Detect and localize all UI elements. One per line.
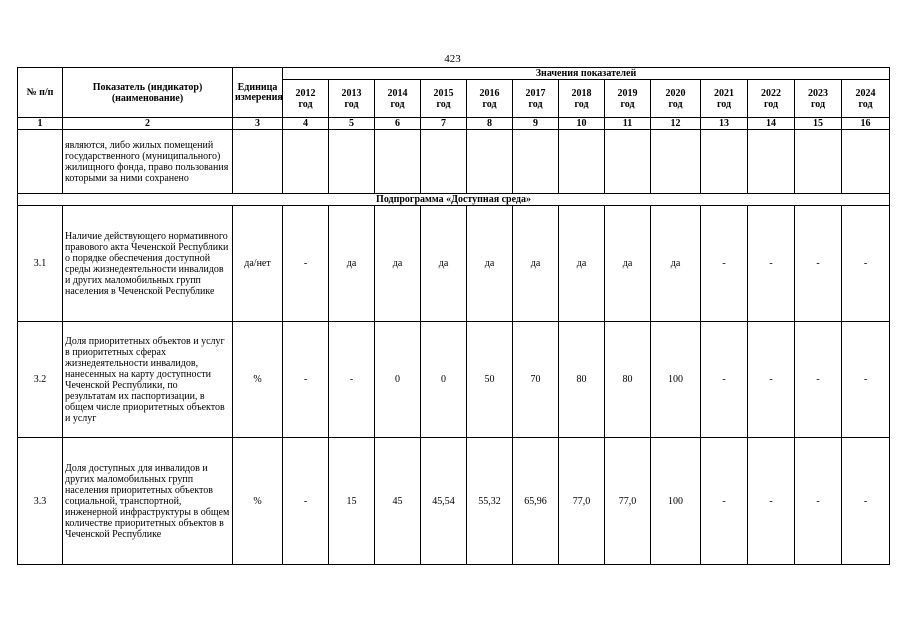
column-number: 14 xyxy=(748,118,795,130)
value-cell: 0 xyxy=(421,322,467,438)
value-cell: - xyxy=(842,206,890,322)
year-value: 2019 xyxy=(617,87,638,99)
value-cell: 80 xyxy=(559,322,605,438)
value-cell: - xyxy=(795,438,842,565)
year-value: 2012 xyxy=(295,87,316,99)
column-number: 10 xyxy=(559,118,605,130)
header-year-2016 xyxy=(467,80,513,118)
column-number: 12 xyxy=(651,118,701,130)
year-value: 2014 xyxy=(387,87,408,99)
value-cell: да xyxy=(513,206,559,322)
page-number: 423 xyxy=(444,53,461,65)
column-number: 13 xyxy=(701,118,748,130)
table-row xyxy=(18,322,890,438)
value-cell: 15 xyxy=(329,438,375,565)
header-unit: Единица измерения xyxy=(233,68,283,118)
column-number: 8 xyxy=(467,118,513,130)
row-number: 3.2 xyxy=(18,322,63,438)
header-num: № п/п xyxy=(18,68,63,118)
column-number: 15 xyxy=(795,118,842,130)
table-row xyxy=(18,438,890,565)
value-cell: 70 xyxy=(513,322,559,438)
header-year-2012 xyxy=(283,80,329,118)
year-suffix: год xyxy=(668,98,683,110)
year-value: 2016 xyxy=(479,87,500,99)
year-suffix: год xyxy=(344,98,359,110)
table-row xyxy=(18,206,890,322)
value-cell: - xyxy=(842,322,890,438)
column-number: 3 xyxy=(233,118,283,130)
value-cell: - xyxy=(795,322,842,438)
column-number: 9 xyxy=(513,118,559,130)
indicator-name: Доля приоритетных объектов и услуг в приоритетных сферах жизнедеятельности инвалидов, нанесенных на карту доступности Чеченской Республики, по результатам их паспортизации, в общем числе приоритетных объектов и услуг xyxy=(63,322,233,438)
value-cell: 45,54 xyxy=(421,438,467,565)
year-value: 2015 xyxy=(433,87,454,99)
year-suffix: год xyxy=(858,98,873,110)
year-suffix: год xyxy=(810,98,826,110)
year-suffix: год xyxy=(436,98,451,110)
value-cell: да xyxy=(375,206,421,322)
year-suffix: год xyxy=(716,98,732,110)
value-cell: - xyxy=(283,438,329,565)
table-cell xyxy=(233,130,283,194)
unit-of-measure: % xyxy=(233,438,283,565)
year-suffix: год xyxy=(620,98,635,110)
value-cell: - xyxy=(701,206,748,322)
year-suffix: год xyxy=(763,98,779,110)
year-suffix: год xyxy=(298,98,313,110)
year-value: 2023 xyxy=(808,87,828,99)
header-year-2015 xyxy=(421,80,467,118)
header-year-2018 xyxy=(559,80,605,118)
value-cell: - xyxy=(329,322,375,438)
value-cell: - xyxy=(283,206,329,322)
value-cell: - xyxy=(701,438,748,565)
value-cell: 77,0 xyxy=(559,438,605,565)
header-values-group: Значения показателей xyxy=(283,68,890,80)
column-number: 11 xyxy=(605,118,651,130)
year-value: 2018 xyxy=(571,87,592,99)
header-year-2017 xyxy=(513,80,559,118)
header-year-2020 xyxy=(651,80,701,118)
value-cell: да xyxy=(651,206,701,322)
value-cell: 55,32 xyxy=(467,438,513,565)
value-cell: 100 xyxy=(651,322,701,438)
header-year-2014 xyxy=(375,80,421,118)
value-cell: - xyxy=(748,322,795,438)
year-value: 2020 xyxy=(665,87,686,99)
value-cell: 50 xyxy=(467,322,513,438)
header-year-2019 xyxy=(605,80,651,118)
value-cell: - xyxy=(748,206,795,322)
value-cell: 100 xyxy=(651,438,701,565)
value-cell: - xyxy=(842,438,890,565)
year-value: 2024 xyxy=(855,87,876,99)
column-number: 7 xyxy=(421,118,467,130)
value-cell: 45 xyxy=(375,438,421,565)
unit-of-measure: % xyxy=(233,322,283,438)
value-cell: 80 xyxy=(605,322,651,438)
year-suffix: год xyxy=(390,98,405,110)
indicator-name: Доля доступных для инвалидов и других маломобильных групп населения приоритетных объектов социальной, транспортной, инженерной инфраструктуры в общем количестве приоритетных объектов в Чеченской Республике xyxy=(63,438,233,565)
header-year-2013 xyxy=(329,80,375,118)
value-cell: да xyxy=(605,206,651,322)
indicators-table xyxy=(17,67,890,565)
value-cell: 77,0 xyxy=(605,438,651,565)
continuation-text: являются, либо жилых помещений государственного (муниципального) жилищного фонда, право пользования которыми за ними сохранено xyxy=(63,130,233,194)
column-number: 6 xyxy=(375,118,421,130)
value-cell: да xyxy=(559,206,605,322)
column-number: 1 xyxy=(18,118,63,130)
table-row-continuation xyxy=(18,130,890,194)
year-suffix: год xyxy=(528,98,543,110)
year-suffix: год xyxy=(482,98,497,110)
table-cell xyxy=(18,130,63,194)
section-row xyxy=(18,194,890,206)
row-number: 3.1 xyxy=(18,206,63,322)
value-cell: да xyxy=(467,206,513,322)
header-year-2024 xyxy=(842,80,890,118)
header-indicator: Показатель (индикатор) (наименование) xyxy=(63,68,233,118)
column-number: 16 xyxy=(842,118,890,130)
year-value: 2017 xyxy=(525,87,546,99)
value-cell: - xyxy=(283,322,329,438)
column-number: 5 xyxy=(329,118,375,130)
value-cell: да xyxy=(329,206,375,322)
value-cell: 65,96 xyxy=(513,438,559,565)
header-year-2023 xyxy=(795,80,842,118)
column-number: 2 xyxy=(63,118,233,130)
year-suffix: год xyxy=(574,98,589,110)
year-value: 2022 xyxy=(761,87,781,99)
column-numbers-row xyxy=(18,118,890,130)
column-number: 4 xyxy=(283,118,329,130)
value-cell: 0 xyxy=(375,322,421,438)
value-cell: - xyxy=(795,206,842,322)
indicator-name: Наличие действующего нормативного правового акта Чеченской Республики о порядке обеспечения доступной среды жизнедеятельности инвалидов и других маломобильных групп населения в Чеченской Республике xyxy=(63,206,233,322)
header-year-2022 xyxy=(748,80,795,118)
value-cell: - xyxy=(748,438,795,565)
row-number: 3.3 xyxy=(18,438,63,565)
year-value: 2013 xyxy=(341,87,362,99)
section-title: Подпрограмма «Доступная среда» xyxy=(18,194,890,206)
header-year-2021 xyxy=(701,80,748,118)
year-value: 2021 xyxy=(714,87,734,99)
value-cell: - xyxy=(701,322,748,438)
unit-of-measure: да/нет xyxy=(233,206,283,322)
value-cell: да xyxy=(421,206,467,322)
